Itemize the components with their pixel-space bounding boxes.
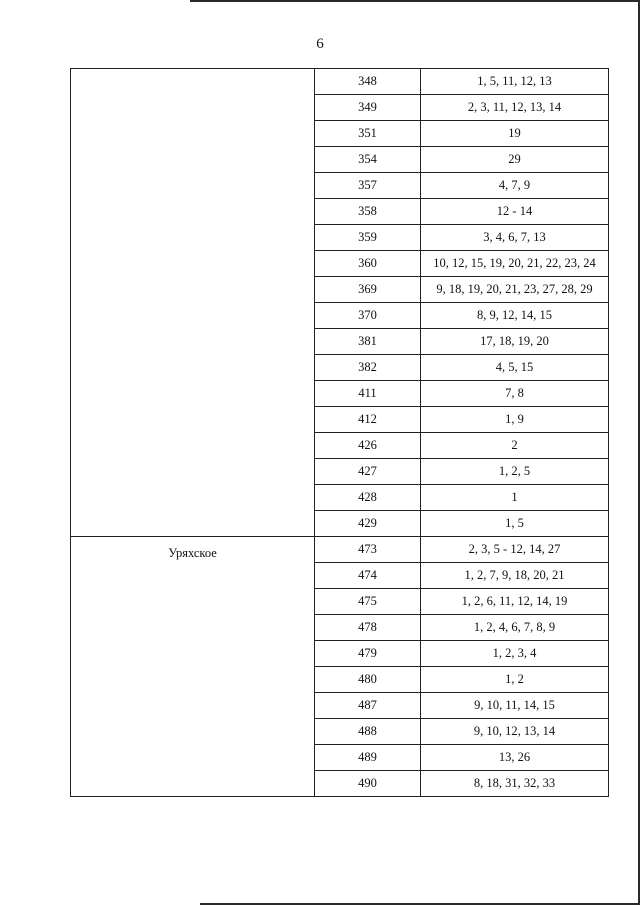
quarter-cell: 369 xyxy=(315,277,421,303)
plots-cell: 8, 18, 31, 32, 33 xyxy=(421,771,609,797)
plots-cell: 1, 5, 11, 12, 13 xyxy=(421,69,609,95)
plots-cell: 17, 18, 19, 20 xyxy=(421,329,609,355)
quarter-cell: 489 xyxy=(315,745,421,771)
quarter-cell: 382 xyxy=(315,355,421,381)
plots-cell: 8, 9, 12, 14, 15 xyxy=(421,303,609,329)
quarter-cell: 354 xyxy=(315,147,421,173)
table-row xyxy=(71,69,609,95)
plots-cell: 9, 10, 11, 14, 15 xyxy=(421,693,609,719)
quarter-cell: 360 xyxy=(315,251,421,277)
plots-cell: 2, 3, 11, 12, 13, 14 xyxy=(421,95,609,121)
forest-quarters-table xyxy=(70,68,609,797)
quarter-cell: 488 xyxy=(315,719,421,745)
quarter-cell: 474 xyxy=(315,563,421,589)
quarter-cell: 480 xyxy=(315,667,421,693)
quarter-cell: 412 xyxy=(315,407,421,433)
quarter-cell: 478 xyxy=(315,615,421,641)
table-row xyxy=(71,537,609,563)
plots-cell: 1, 2, 7, 9, 18, 20, 21 xyxy=(421,563,609,589)
quarter-cell: 490 xyxy=(315,771,421,797)
plots-cell: 1, 5 xyxy=(421,511,609,537)
quarter-cell: 348 xyxy=(315,69,421,95)
plots-cell: 1 xyxy=(421,485,609,511)
quarter-cell: 370 xyxy=(315,303,421,329)
quarter-cell: 475 xyxy=(315,589,421,615)
page-number: 6 xyxy=(316,36,324,52)
plots-cell: 1, 2, 6, 11, 12, 14, 19 xyxy=(421,589,609,615)
quarter-cell: 381 xyxy=(315,329,421,355)
plots-cell: 3, 4, 6, 7, 13 xyxy=(421,225,609,251)
plots-cell: 9, 18, 19, 20, 21, 23, 27, 28, 29 xyxy=(421,277,609,303)
scan-edge-top xyxy=(190,0,640,2)
quarter-cell: 351 xyxy=(315,121,421,147)
plots-cell: 13, 26 xyxy=(421,745,609,771)
quarter-cell: 358 xyxy=(315,199,421,225)
quarter-cell: 479 xyxy=(315,641,421,667)
plots-cell: 9, 10, 12, 13, 14 xyxy=(421,719,609,745)
plots-cell: 1, 2, 3, 4 xyxy=(421,641,609,667)
quarter-cell: 357 xyxy=(315,173,421,199)
plots-cell: 1, 9 xyxy=(421,407,609,433)
plots-cell: 29 xyxy=(421,147,609,173)
table-body xyxy=(71,69,609,797)
plots-cell: 4, 5, 15 xyxy=(421,355,609,381)
settlement-cell: Уряхское xyxy=(71,537,315,797)
quarter-cell: 359 xyxy=(315,225,421,251)
settlement-cell xyxy=(71,69,315,537)
quarter-cell: 428 xyxy=(315,485,421,511)
plots-cell: 19 xyxy=(421,121,609,147)
plots-cell: 1, 2 xyxy=(421,667,609,693)
plots-cell: 1, 2, 5 xyxy=(421,459,609,485)
quarter-cell: 429 xyxy=(315,511,421,537)
quarter-cell: 349 xyxy=(315,95,421,121)
plots-cell: 2, 3, 5 - 12, 14, 27 xyxy=(421,537,609,563)
quarter-cell: 427 xyxy=(315,459,421,485)
quarter-cell: 426 xyxy=(315,433,421,459)
plots-cell: 2 xyxy=(421,433,609,459)
plots-cell: 12 - 14 xyxy=(421,199,609,225)
quarter-cell: 473 xyxy=(315,537,421,563)
plots-cell: 4, 7, 9 xyxy=(421,173,609,199)
plots-cell: 10, 12, 15, 19, 20, 21, 22, 23, 24 xyxy=(421,251,609,277)
quarter-cell: 411 xyxy=(315,381,421,407)
quarter-cell: 487 xyxy=(315,693,421,719)
plots-cell: 1, 2, 4, 6, 7, 8, 9 xyxy=(421,615,609,641)
plots-cell: 7, 8 xyxy=(421,381,609,407)
